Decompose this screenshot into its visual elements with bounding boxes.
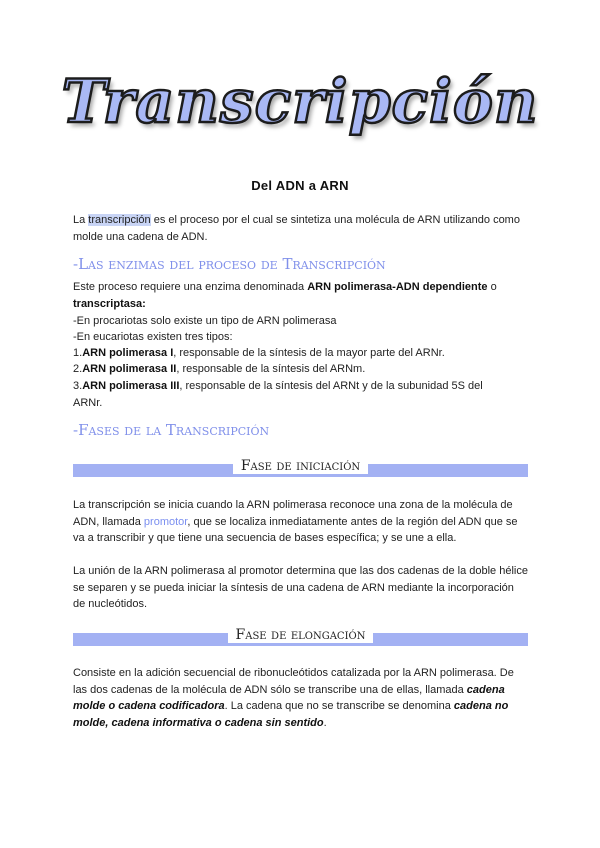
section-heading-enzimas: -Las enzimas del proceso de Transcripción <box>73 255 386 273</box>
highlighted-term: transcripción <box>88 214 151 226</box>
list-item: 1.ARN polimerasa I, responsable de la síntesis de la mayor parte del ARNr. <box>73 347 445 359</box>
list-item: 2.ARN polimerasa II, responsable de la síntesis del ARNm. <box>73 363 366 375</box>
iniciacion-paragraph-2: La unión de la ARN polimerasa al promotor determina que las dos cadenas de la doble hélice se separen y se pueda iniciar la síntesis de una cadena de ARN mediante la incorporación de nucleótidos. <box>73 565 528 610</box>
list-item: 3.ARN polimerasa III, responsable de la síntesis del ARNt y de la subunidad 5S del ARNr. <box>73 380 483 409</box>
intro-paragraph: La transcripción es el proceso por el cual se sintetiza una molécula de ARN utilizando como molde una cadena de ADN. <box>73 214 520 243</box>
page-subtitle: Del ADN a ARN <box>251 178 349 193</box>
procariotas-line: -En procariotas solo existe un tipo de ARN polimerasa <box>73 315 337 327</box>
phase-heading-iniciacion: Fase de iniciación <box>73 462 528 479</box>
elongacion-paragraph: Consiste en la adición secuencial de ribonucleótidos catalizada por la ARN polimerasa. De las dos cadenas de la molécula de ADN sólo se transcribe una de ellas, llamada cadena molde o cadena codificadora. La cadena que no se transcribe se denomina cadena no molde, cadena informativa o cadena sin sentido. <box>73 667 514 729</box>
section-heading-fases: -Fases de la Transcripción <box>73 421 270 439</box>
iniciacion-paragraph-1: La transcripción se inicia cuando la ARN polimerasa reconoce una zona de la molécula de ADN, llamada promotor, que se localiza inmediatamente antes de la región del ADN que se va a transcribir y que tiene una secuencia de bases específica; y se une a ella. <box>73 499 518 544</box>
promotor-term: promotor <box>143 515 188 528</box>
enzimas-paragraph: Este proceso requiere una enzima denominada ARN polimerasa-ADN dependiente o transcriptasa: <box>73 281 497 310</box>
eucariotas-line: -En eucariotas existen tres tipos: <box>73 331 233 343</box>
phase-heading-elongacion: Fase de elongación <box>73 631 528 648</box>
page-title: Transcripción <box>61 67 539 137</box>
